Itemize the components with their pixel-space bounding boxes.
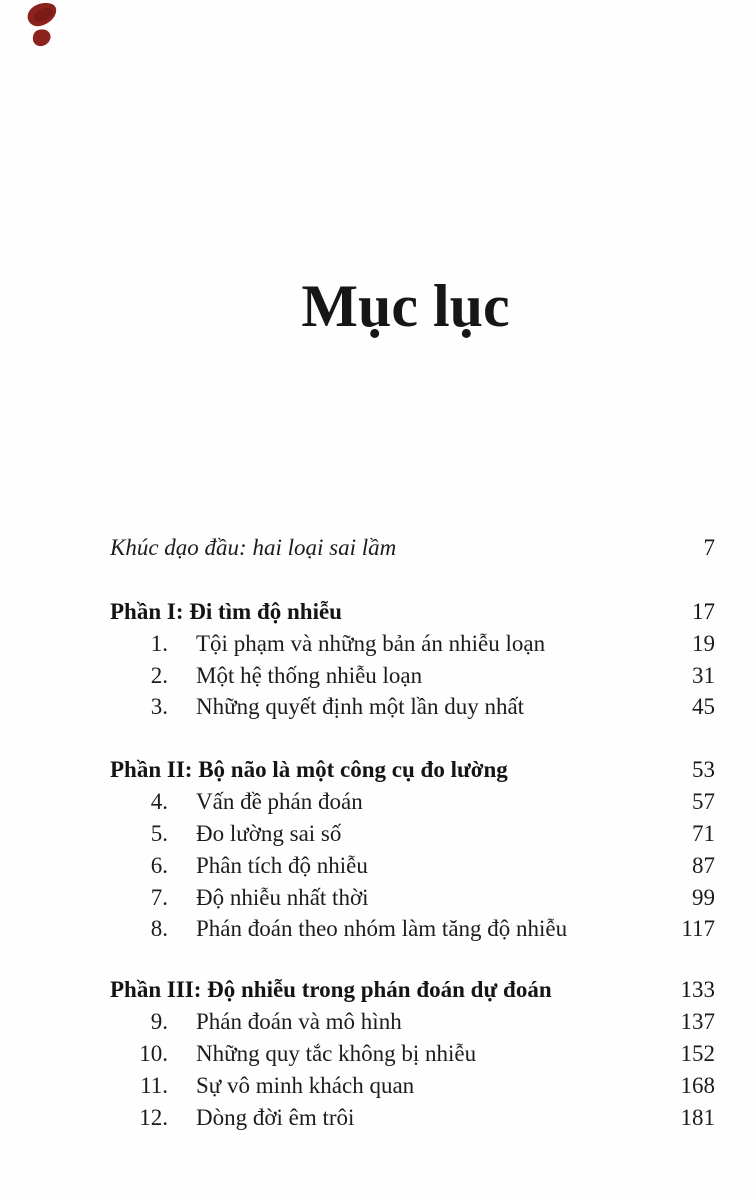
toc-entry-chapter-6 — [110, 851, 715, 881]
toc-entry-chapter-1 — [110, 629, 715, 659]
chapter-title: Khúc dạo đầu: hai loại sai lầm — [110, 535, 397, 560]
section-heading-part-2 — [110, 755, 715, 785]
chapter-number: 1. — [150, 631, 168, 656]
page-number: 87 — [692, 853, 715, 878]
chapter-number: 2. — [150, 663, 168, 688]
chapter-title: Những quyết định một lần duy nhất — [196, 694, 525, 719]
toc-entry-chapter-11 — [110, 1071, 715, 1101]
section-title: Phần II: Bộ não là một công cụ đo lường — [110, 757, 508, 782]
chapter-title: Đo lường sai số — [196, 821, 342, 846]
chapter-title: Phán đoán theo nhóm làm tăng độ nhiễu — [196, 916, 568, 941]
section-heading-part-3 — [110, 975, 715, 1005]
chapter-title: Độ nhiễu nhất thời — [196, 885, 369, 910]
chapter-title: Vấn đề phán đoán — [196, 789, 363, 814]
section-title: Phần III: Độ nhiễu trong phán đoán dự đoán — [110, 977, 552, 1002]
toc-entry-chapter-5 — [110, 819, 715, 849]
page-number: 31 — [692, 663, 715, 688]
chapter-title: Tội phạm và những bản án nhiễu loạn — [196, 631, 546, 656]
chapter-number: 12. — [139, 1105, 168, 1130]
toc-entry-prelude — [110, 533, 715, 563]
toc-entry-chapter-4 — [110, 787, 715, 817]
page-number: 71 — [692, 821, 715, 846]
chapter-title: Sự vô minh khách quan — [196, 1073, 415, 1098]
page-number: 168 — [680, 1073, 715, 1098]
chapter-title: Dòng đời êm trôi — [196, 1105, 355, 1130]
chapter-number: 7. — [150, 885, 168, 910]
page-number: 19 — [692, 631, 715, 656]
page-number: 57 — [692, 789, 715, 814]
chapter-number: 4. — [150, 789, 168, 814]
toc-entry-chapter-12 — [110, 1103, 715, 1133]
page-number: 181 — [680, 1105, 715, 1130]
page-number: 17 — [692, 599, 715, 624]
page-number: 99 — [692, 885, 715, 910]
toc-entry-chapter-2 — [110, 661, 715, 691]
page-number: 53 — [692, 757, 715, 782]
page-number: 137 — [680, 1009, 715, 1034]
section-heading-part-1 — [110, 597, 715, 627]
chapter-number: 8. — [150, 916, 168, 941]
ink-stain-icon — [24, 2, 60, 48]
section-title: Phần I: Đi tìm độ nhiễu — [110, 599, 342, 624]
chapter-number: 9. — [150, 1009, 168, 1034]
toc-entry-chapter-8 — [110, 914, 715, 944]
chapter-number: 6. — [150, 853, 168, 878]
page-number: 7 — [703, 535, 715, 560]
chapter-title: Phân tích độ nhiễu — [196, 853, 368, 878]
chapter-title: Phán đoán và mô hình — [196, 1009, 402, 1034]
toc-entry-chapter-3 — [110, 692, 715, 722]
chapter-number: 11. — [140, 1073, 168, 1098]
page-title: Mục lục — [301, 273, 510, 339]
page-number: 133 — [680, 977, 715, 1002]
chapter-title: Những quy tắc không bị nhiễu — [196, 1041, 477, 1066]
chapter-title: Một hệ thống nhiễu loạn — [196, 663, 423, 688]
toc-entry-chapter-9 — [110, 1007, 715, 1037]
chapter-number: 5. — [150, 821, 168, 846]
toc-entry-chapter-10 — [110, 1039, 715, 1069]
chapter-number: 3. — [150, 694, 168, 719]
chapter-number: 10. — [139, 1041, 168, 1066]
toc-entry-chapter-7 — [110, 883, 715, 913]
page-number: 152 — [680, 1041, 715, 1066]
page-number: 45 — [692, 694, 715, 719]
page-number: 117 — [681, 916, 715, 941]
